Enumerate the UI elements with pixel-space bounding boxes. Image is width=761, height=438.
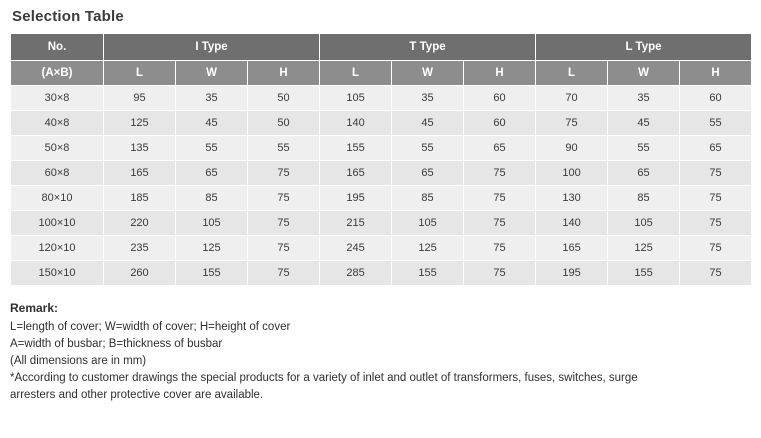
cell: 50 <box>248 86 320 111</box>
header-t-h: H <box>464 61 536 86</box>
cell: 105 <box>320 86 392 111</box>
header-l-h: H <box>680 61 752 86</box>
row-label: 60×8 <box>11 161 104 186</box>
cell: 85 <box>176 186 248 211</box>
cell: 195 <box>536 261 608 286</box>
table-body <box>11 86 752 286</box>
cell: 75 <box>464 161 536 186</box>
cell: 105 <box>392 211 464 236</box>
cell: 85 <box>608 186 680 211</box>
cell: 220 <box>104 211 176 236</box>
cell: 55 <box>176 136 248 161</box>
cell: 50 <box>248 111 320 136</box>
cell: 155 <box>392 261 464 286</box>
row-label: 50×8 <box>11 136 104 161</box>
table-row <box>11 236 752 261</box>
header-l-l: L <box>536 61 608 86</box>
cell: 65 <box>608 161 680 186</box>
cell: 45 <box>392 111 464 136</box>
cell: 165 <box>104 161 176 186</box>
cell: 245 <box>320 236 392 261</box>
cell: 35 <box>608 86 680 111</box>
cell: 65 <box>680 136 752 161</box>
remark-line: L=length of cover; W=width of cover; H=height of cover <box>10 321 291 333</box>
cell: 125 <box>176 236 248 261</box>
table-row <box>11 136 752 161</box>
header-i-l: L <box>104 61 176 86</box>
cell: 125 <box>608 236 680 261</box>
table-row <box>11 111 752 136</box>
cell: 285 <box>320 261 392 286</box>
cell: 55 <box>680 111 752 136</box>
remark-line: A=width of busbar; B=thickness of busbar <box>10 338 223 350</box>
cell: 60 <box>464 86 536 111</box>
cell: 235 <box>104 236 176 261</box>
header-group-l: L Type <box>536 34 752 61</box>
header-row-groups <box>11 34 752 61</box>
table-row <box>11 211 752 236</box>
selection-table <box>10 33 752 286</box>
cell: 55 <box>392 136 464 161</box>
cell: 75 <box>536 111 608 136</box>
header-t-l: L <box>320 61 392 86</box>
cell: 75 <box>248 236 320 261</box>
cell: 55 <box>608 136 680 161</box>
cell: 215 <box>320 211 392 236</box>
cell: 75 <box>248 261 320 286</box>
cell: 125 <box>392 236 464 261</box>
cell: 155 <box>320 136 392 161</box>
row-label: 100×10 <box>11 211 104 236</box>
cell: 60 <box>680 86 752 111</box>
cell: 65 <box>392 161 464 186</box>
remark-title: Remark: <box>10 301 59 315</box>
cell: 60 <box>464 111 536 136</box>
remark-line: arresters and other protective cover are available. <box>10 389 264 401</box>
table-row <box>11 86 752 111</box>
remark-line: (All dimensions are in mm) <box>10 355 147 367</box>
header-t-w: W <box>392 61 464 86</box>
table-row <box>11 186 752 211</box>
cell: 140 <box>536 211 608 236</box>
cell: 260 <box>104 261 176 286</box>
cell: 35 <box>176 86 248 111</box>
cell: 140 <box>320 111 392 136</box>
header-i-h: H <box>248 61 320 86</box>
table-header <box>11 34 752 86</box>
cell: 65 <box>176 161 248 186</box>
cell: 75 <box>464 211 536 236</box>
header-ab: (A×B) <box>11 61 104 86</box>
cell: 75 <box>464 261 536 286</box>
cell: 105 <box>176 211 248 236</box>
cell: 90 <box>536 136 608 161</box>
cell: 55 <box>248 136 320 161</box>
header-l-w: W <box>608 61 680 86</box>
cell: 75 <box>680 211 752 236</box>
cell: 75 <box>680 236 752 261</box>
cell: 75 <box>248 161 320 186</box>
cell: 75 <box>248 186 320 211</box>
cell: 100 <box>536 161 608 186</box>
header-row-subs <box>11 61 752 86</box>
remark-block <box>10 300 751 404</box>
header-no: No. <box>11 34 104 61</box>
cell: 85 <box>392 186 464 211</box>
row-label: 120×10 <box>11 236 104 261</box>
row-label: 30×8 <box>11 86 104 111</box>
row-label: 40×8 <box>11 111 104 136</box>
header-i-w: W <box>176 61 248 86</box>
header-group-t: T Type <box>320 34 536 61</box>
cell: 135 <box>104 136 176 161</box>
cell: 75 <box>464 186 536 211</box>
cell: 75 <box>680 186 752 211</box>
remark-line: *According to customer drawings the special products for a variety of inlet and outlet of transformers, fuses, switches, surge <box>10 372 638 384</box>
cell: 125 <box>104 111 176 136</box>
cell: 75 <box>680 161 752 186</box>
cell: 45 <box>608 111 680 136</box>
cell: 75 <box>248 211 320 236</box>
cell: 35 <box>392 86 464 111</box>
cell: 130 <box>536 186 608 211</box>
cell: 185 <box>104 186 176 211</box>
header-group-i: I Type <box>104 34 320 61</box>
page-title: Selection Table <box>12 8 124 25</box>
row-label: 80×10 <box>11 186 104 211</box>
cell: 195 <box>320 186 392 211</box>
cell: 75 <box>464 236 536 261</box>
cell: 105 <box>608 211 680 236</box>
cell: 75 <box>680 261 752 286</box>
row-label: 150×10 <box>11 261 104 286</box>
cell: 65 <box>464 136 536 161</box>
cell: 45 <box>176 111 248 136</box>
cell: 155 <box>176 261 248 286</box>
cell: 165 <box>320 161 392 186</box>
cell: 70 <box>536 86 608 111</box>
cell: 155 <box>608 261 680 286</box>
table-row <box>11 161 752 186</box>
table-row <box>11 261 752 286</box>
cell: 165 <box>536 236 608 261</box>
cell: 95 <box>104 86 176 111</box>
